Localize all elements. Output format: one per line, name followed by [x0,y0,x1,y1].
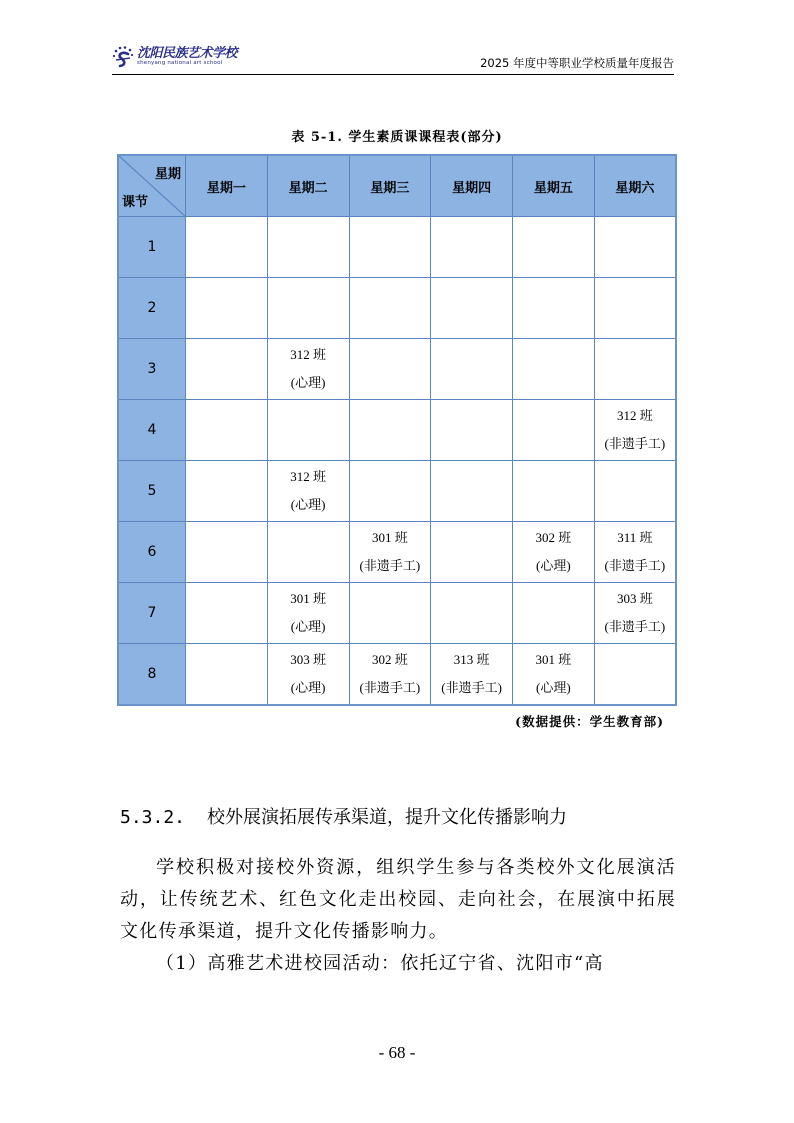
column-header: 星期二 [267,155,349,217]
table-row [118,278,676,339]
schedule-cell [186,278,268,339]
schedule-cell [513,522,595,583]
period-cell: 4 [118,400,186,461]
schedule-cell [267,400,349,461]
logo-english-name: shenyang national art school [137,60,223,67]
schedule-cell [513,400,595,461]
schedule-cell [431,461,513,522]
course-type: (心理) [290,497,326,512]
schedule-cell [349,522,431,583]
table-row [118,522,676,583]
page-header [112,40,674,75]
period-cell: 7 [118,583,186,644]
schedule-cell [513,644,595,706]
schedule-cell [594,217,676,278]
schedule-cell [267,217,349,278]
course-type: (心理) [290,680,326,695]
schedule-cell [594,339,676,400]
class-name: 301 班 [371,530,408,545]
class-name: 303 班 [616,591,653,606]
course-type: (心理) [290,619,326,634]
schedule-cell [349,278,431,339]
schedule-cell [349,339,431,400]
schedule-cell [431,339,513,400]
course-type: (非遗手工) [604,436,666,451]
course-type: (非遗手工) [604,558,666,573]
section-number: 5.3.2. [120,807,186,828]
table-caption: 表 5-1. 学生素质课课程表(部分) [291,130,503,145]
schedule-cell [186,644,268,706]
schedule-cell [431,583,513,644]
schedule-cell [186,400,268,461]
schedule-cell [513,217,595,278]
period-cell: 5 [118,461,186,522]
report-title: 2025 年度中等职业学校质量年度报告 [480,56,674,70]
schedule-cell [349,461,431,522]
class-name: 303 班 [290,652,326,667]
class-name: 301 班 [290,591,326,606]
schedule-cell [186,461,268,522]
table-row [118,339,676,400]
section-title: 校外展演拓展传承渠道，提升文化传播影响力 [207,807,568,828]
schedule-cell [267,644,349,706]
body-text [120,852,676,980]
schedule-cell [267,339,349,400]
course-type: (心理) [536,680,571,695]
schedule-cell [267,278,349,339]
table-row [118,644,676,706]
table-row [118,583,676,644]
column-header: 星期六 [594,155,676,217]
page-number: - 68 - [378,1043,416,1062]
schedule-cell [594,583,676,644]
class-name: 312 班 [290,347,326,362]
schedule-cell [594,278,676,339]
table-row [118,400,676,461]
corner-label-period: 课节 [122,195,149,210]
course-type: (心理) [290,375,326,390]
course-type: (非遗手工) [359,680,421,695]
schedule-cell [431,644,513,706]
schedule-cell [594,522,676,583]
schedule-cell [594,461,676,522]
corner-header-cell [118,155,186,217]
schedule-cell [431,278,513,339]
schedule-cell [431,522,513,583]
period-cell: 3 [118,339,186,400]
class-name: 312 班 [616,408,653,423]
class-name: 313 班 [453,652,490,667]
class-name: 302 班 [371,652,408,667]
schedule-cell [186,217,268,278]
column-header: 星期一 [186,155,268,217]
course-type: (非遗手工) [604,619,666,634]
schedule-cell [349,400,431,461]
schedule-cell [349,217,431,278]
schedule-cell [186,522,268,583]
table-header-row [118,155,676,217]
schedule-cell [513,583,595,644]
schedule-cell [267,461,349,522]
schedule-cell [349,644,431,706]
column-header: 星期三 [349,155,431,217]
table-body [118,217,676,706]
period-cell: 2 [118,278,186,339]
period-cell: 1 [118,217,186,278]
schedule-cell [186,583,268,644]
paragraph: 学校积极对接校外资源，组织学生参与各类校外文化展演活动，让传统艺术、红色文化走出校园、走向社会，在展演中拓展文化传承渠道，提升文化传播影响力。 [120,857,676,942]
period-cell: 8 [118,644,186,706]
schedule-cell [431,400,513,461]
logo-chinese-name: 沈阳民族艺术学校 [137,46,238,62]
table-row [118,217,676,278]
corner-label-weekday: 星期 [154,167,181,182]
class-name: 302 班 [535,530,572,545]
class-name: 301 班 [535,652,572,667]
schedule-cell [594,400,676,461]
class-name: 312 班 [290,469,326,484]
paragraph: （1）高雅艺术进校园活动：依托辽宁省、沈阳市“高 [156,953,604,974]
column-header: 星期五 [513,155,595,217]
table-source-note: (数据提供：学生教育部) [515,714,664,729]
course-type: (心理) [536,558,571,573]
period-cell: 6 [118,522,186,583]
class-name: 311 班 [617,530,653,545]
table-row [118,461,676,522]
column-header: 星期四 [431,155,513,217]
schedule-cell [267,583,349,644]
schedule-cell [513,461,595,522]
school-logo [112,42,237,72]
schedule-cell [267,522,349,583]
section-heading [120,803,567,829]
school-emblem-icon [112,45,134,69]
course-type: (非遗手工) [441,680,502,695]
course-type: (非遗手工) [359,558,421,573]
schedule-cell [513,339,595,400]
course-schedule-table [117,154,677,706]
schedule-cell [431,217,513,278]
schedule-cell [186,339,268,400]
schedule-cell [594,644,676,706]
schedule-cell [513,278,595,339]
schedule-cell [349,583,431,644]
